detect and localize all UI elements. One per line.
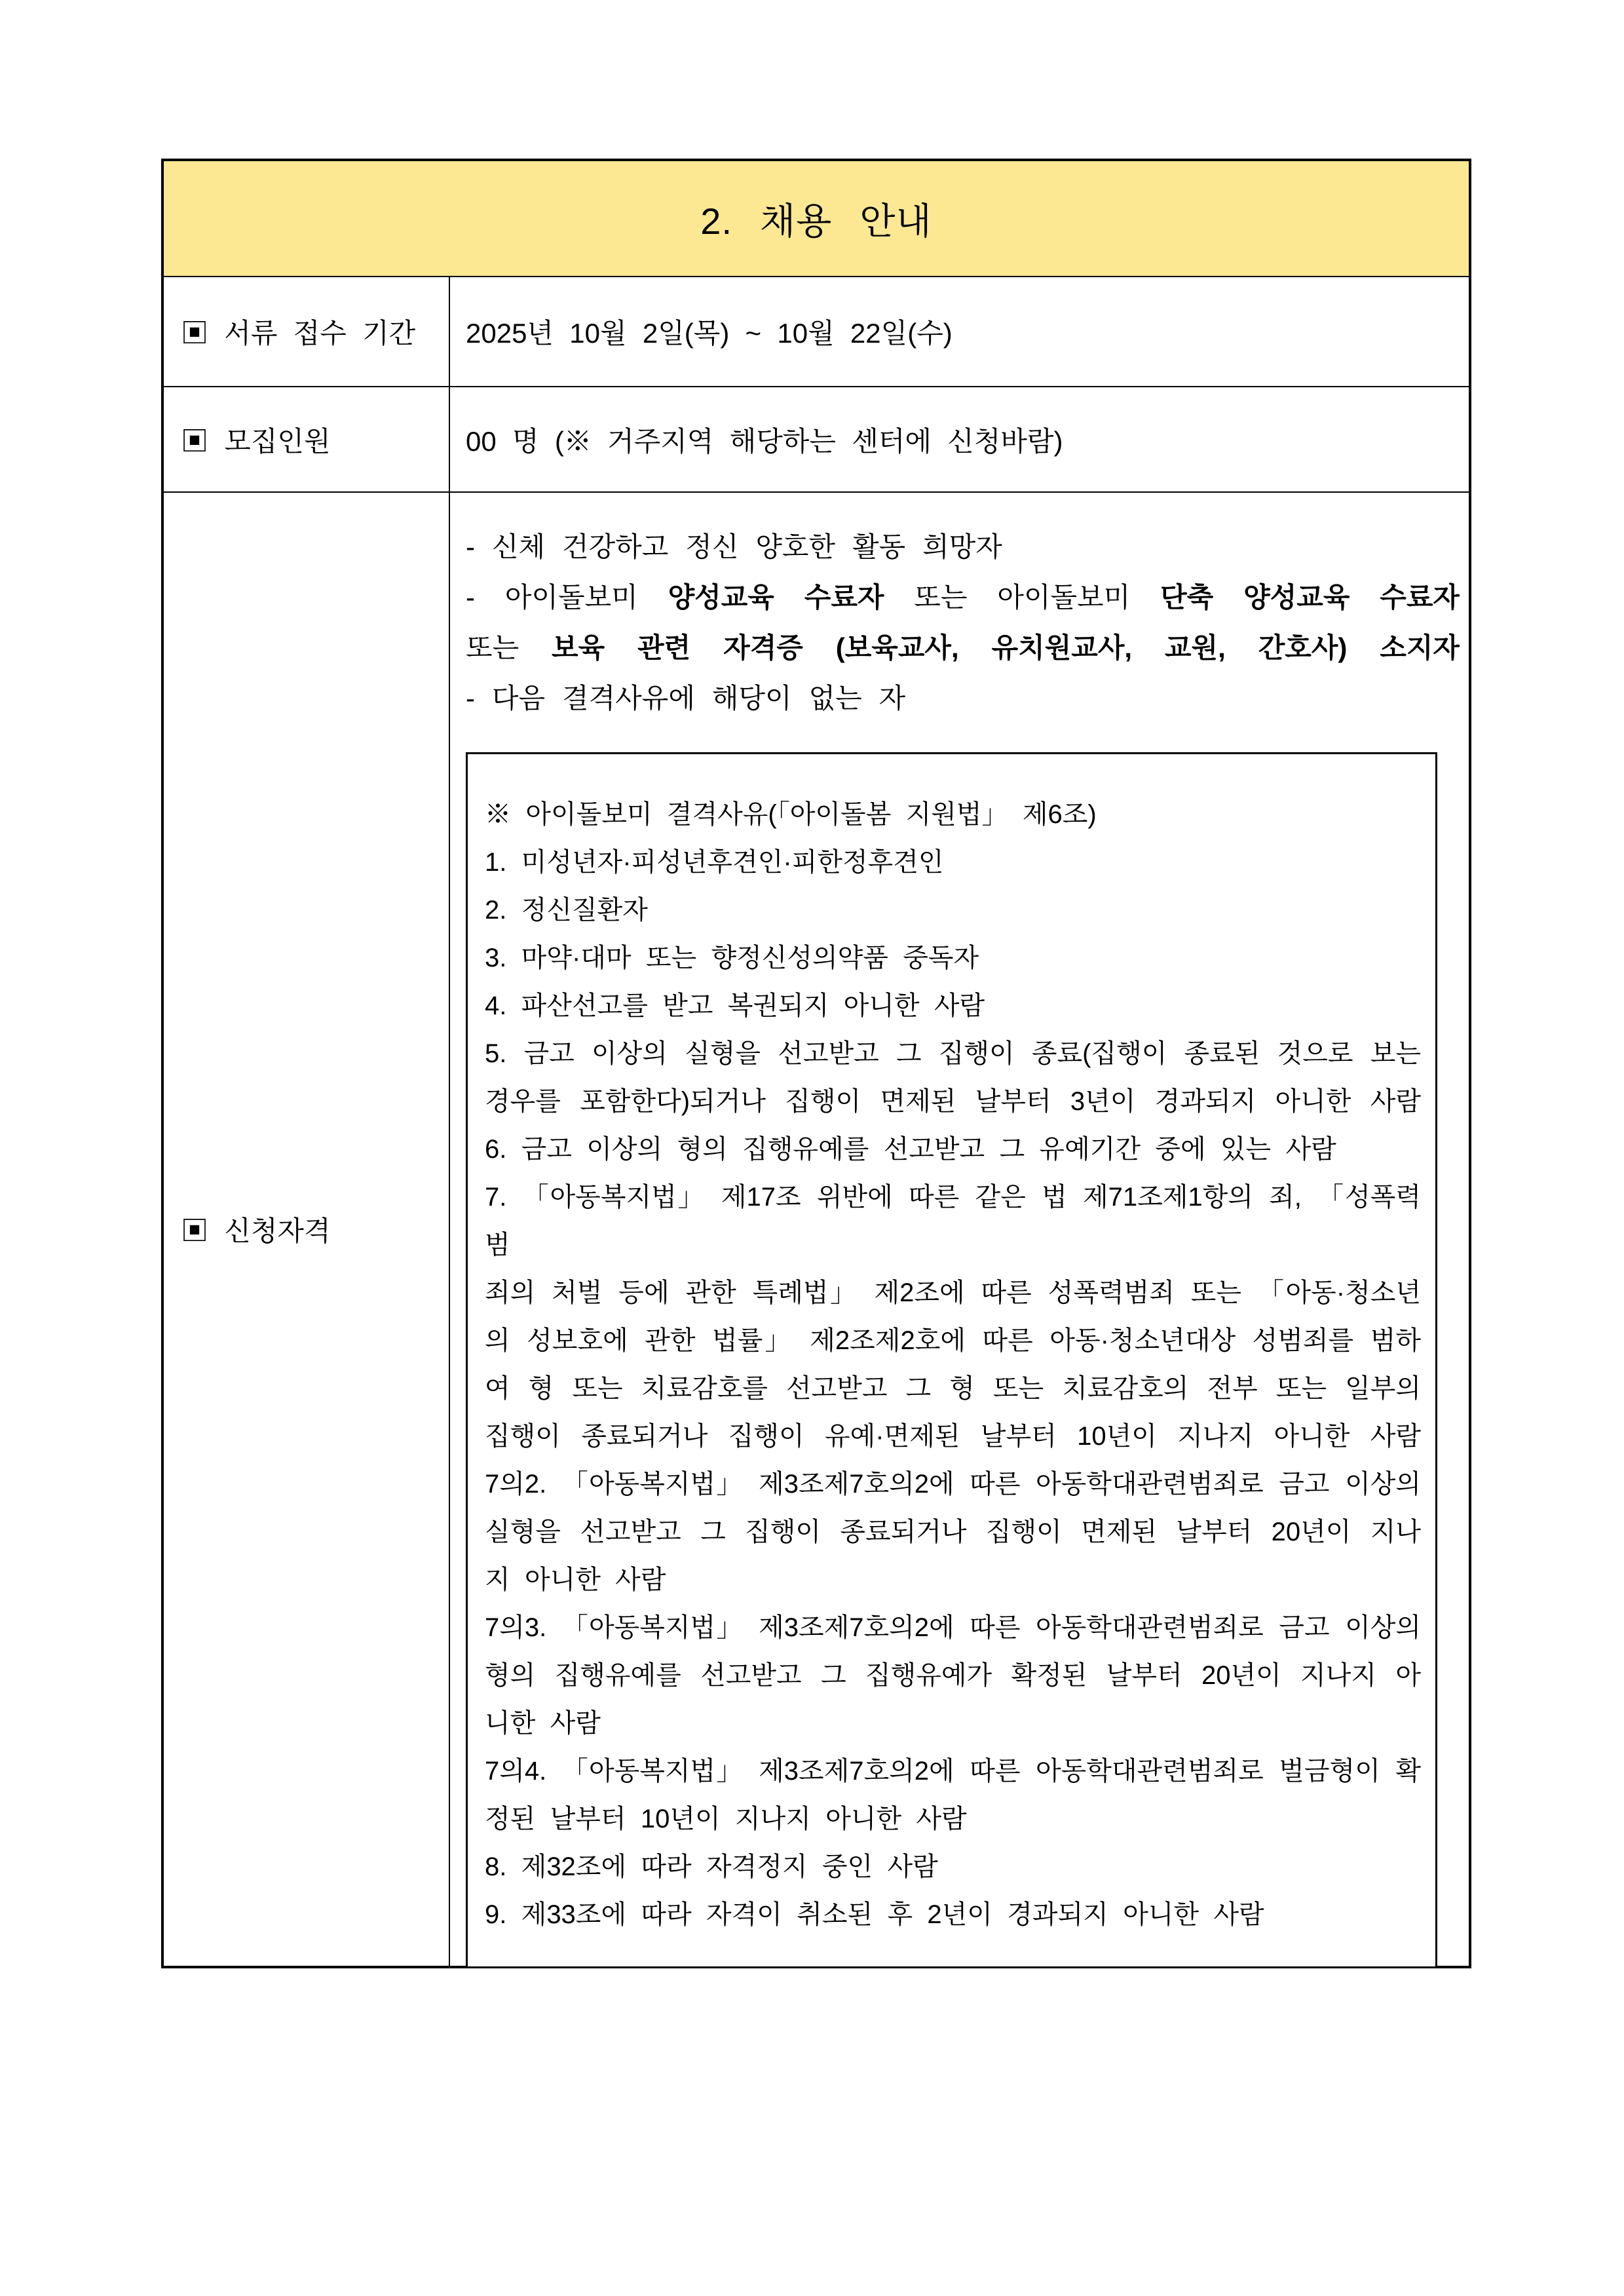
qualification-content <box>450 493 1469 1966</box>
notice-line: 니한 사람 <box>485 1709 601 1738</box>
notice-line: 6. 금고 이상의 형의 집행유예를 선고받고 그 유예기간 중에 있는 사람 <box>485 1135 1336 1164</box>
notice-line: 7의4. 「아동복지법」 제3조제7호의2에 따른 아동학대관련범죄로 벌금형이 확 <box>485 1757 1421 1786</box>
notice-line: 형의 집행유예를 선고받고 그 집행유예가 확정된 날부터 20년이 지나지 아 <box>485 1661 1421 1690</box>
table-row <box>164 277 1469 387</box>
notice-line: 정된 날부터 10년이 지나지 아니한 사람 <box>485 1805 967 1833</box>
qualification-intro-line: - 다음 결격사유에 해당이 없는 자 <box>466 683 906 714</box>
notice-line: 5. 금고 이상의 실형을 선고받고 그 집행이 종료(집행이 종료된 것으로 보는 <box>485 1039 1421 1068</box>
notice-line: 죄의 처벌 등에 관한 특례법」 제2조에 따른 성폭력범죄 또는 「아동·청소년 <box>485 1278 1421 1307</box>
notice-line: 1. 미성년자·피성년후견인·피한정후견인 <box>485 848 944 877</box>
notice-line: 여 형 또는 치료감호를 선고받고 그 형 또는 치료감호의 전부 또는 일부의 <box>485 1374 1421 1403</box>
notice-line: ※ 아이돌보미 결격사유(「아이돌봄 지원법」 제6조) <box>485 800 1097 829</box>
qualification-intro-line <box>466 622 1460 673</box>
recruitment-notice-table <box>161 159 1471 1968</box>
notice-line: 경우를 포함한다)되거나 집행이 면제된 날부터 3년이 경과되지 아니한 사람 <box>485 1087 1421 1116</box>
intro-text: 또는 <box>466 632 552 663</box>
row-label-application-period: ▣ 서류 접수 기간 <box>164 277 450 386</box>
intro-text-bold: 양성교육 수료자 <box>668 582 884 613</box>
disqualification-notice-box <box>466 752 1437 1968</box>
notice-line: 의 성보호에 관한 법률」 제2조제2호에 따른 아동·청소년대상 성범죄를 범하 <box>485 1326 1421 1355</box>
notice-line: 9. 제33조에 따라 자격이 취소된 후 2년이 경과되지 아니한 사람 <box>485 1900 1264 1929</box>
notice-line: 8. 제32조에 따라 자격정지 중인 사람 <box>485 1852 938 1881</box>
notice-line: 2. 정신질환자 <box>485 896 648 925</box>
page-title: 2. 채용 안내 <box>700 200 932 242</box>
notice-line: 7의2. 「아동복지법」 제3조제7호의2에 따른 아동학대관련범죄로 금고 이상의 <box>485 1470 1421 1499</box>
row-label-qualification: ▣ 신청자격 <box>164 493 450 1966</box>
qualification-intro-line <box>466 572 1460 622</box>
notice-line: 지 아니한 사람 <box>485 1565 666 1594</box>
notice-line: 4. 파산선고를 받고 복권되지 아니한 사람 <box>485 991 985 1020</box>
row-value-headcount: 00 명 (※ 거주지역 해당하는 센터에 신청바람) <box>466 425 1063 457</box>
notice-line: 3. 마약·대마 또는 향정신성의약품 중독자 <box>485 944 979 972</box>
table-title-row <box>164 161 1469 277</box>
row-label-headcount: ▣ 모집인원 <box>164 387 450 491</box>
intro-text: 또는 아이돌보미 <box>884 582 1161 613</box>
row-value-application-period: 2025년 10월 2일(목) ~ 10월 22일(수) <box>466 318 953 349</box>
notice-line: 실형을 선고받고 그 집행이 종료되거나 집행이 면제된 날부터 20년이 지나 <box>485 1518 1421 1546</box>
notice-line: 7. 「아동복지법」 제17조 위반에 따른 같은 법 제71조제1항의 죄, 「성폭력범 <box>485 1183 1421 1259</box>
qualification-intro-line: - 신체 건강하고 정신 양호한 활동 희망자 <box>466 531 1002 562</box>
notice-line: 집행이 종료되거나 집행이 유예·면제된 날부터 10년이 지나지 아니한 사람 <box>485 1422 1421 1451</box>
table-row <box>164 493 1469 1966</box>
intro-text-bold: 단축 양성교육 수료자 <box>1160 582 1460 613</box>
notice-line: 7의3. 「아동복지법」 제3조제7호의2에 따른 아동학대관련범죄로 금고 이상의 <box>485 1613 1421 1642</box>
intro-text: - 아이돌보미 <box>466 582 668 613</box>
intro-text-bold: 보육 관련 자격증 (보육교사, 유치원교사, 교원, 간호사) 소지자 <box>552 632 1460 663</box>
table-row <box>164 387 1469 493</box>
